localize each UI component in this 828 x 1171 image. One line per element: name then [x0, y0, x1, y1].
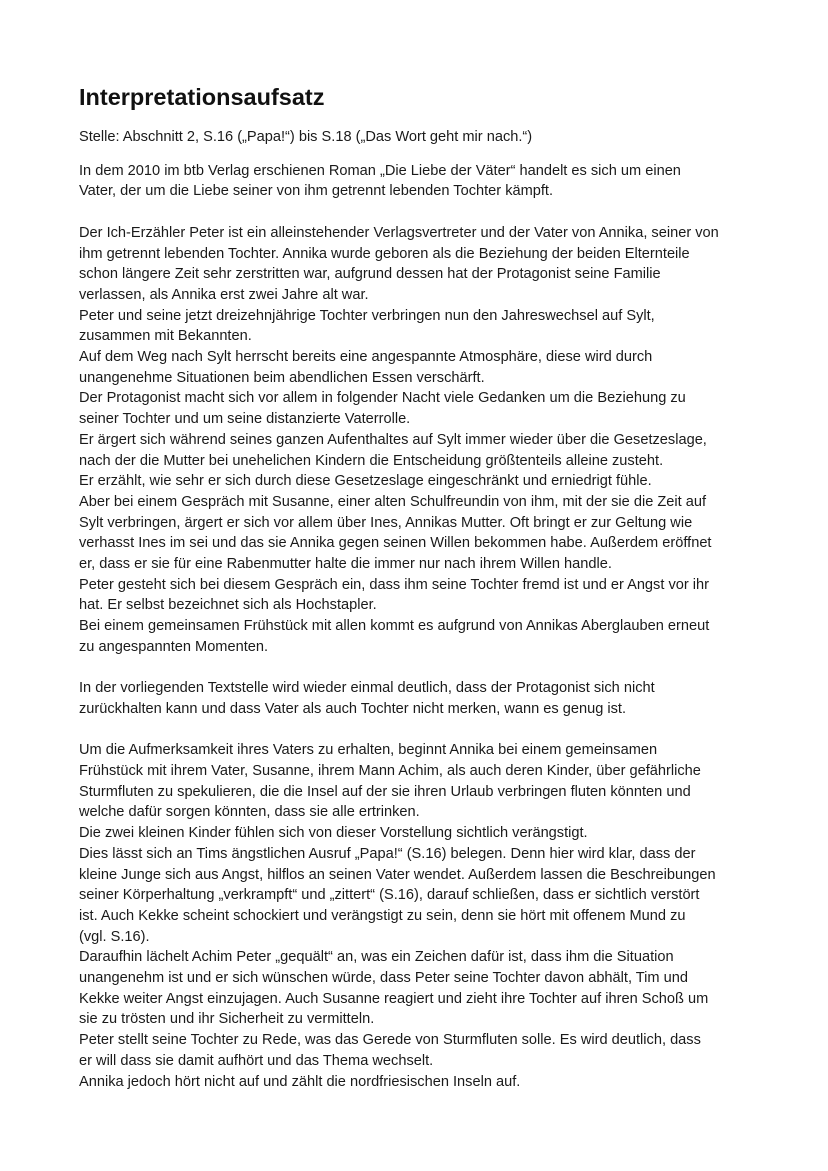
text-line: ist. Auch Kekke scheint schockiert und verängstigt zu sein, denn sie hört mit offenem Mund zu — [79, 907, 686, 924]
text-line: In dem 2010 im btb Verlag erschienen Roman „Die Liebe der Väter“ handelt es sich um einen — [79, 162, 681, 179]
text-line: Daraufhin lächelt Achim Peter „gequält“ an, was ein Zeichen dafür ist, dass ihm die Situation — [79, 949, 674, 966]
paragraph-thesis — [79, 678, 759, 719]
text-line: er will dass sie damit aufhört und das Thema wechselt. — [79, 1052, 434, 1069]
paragraph-summary — [79, 223, 759, 658]
text-line: kleine Junge sich aus Angst, hilflos an seinen Vater wendet. Außerdem lassen die Beschreibungen — [79, 866, 716, 883]
text-line: er, dass er sie für eine Rabenmutter halte die immer nur nach ihrem Willen handle. — [79, 556, 612, 573]
text-line: Peter und seine jetzt dreizehnjährige Tochter verbringen nun den Jahreswechsel auf Sylt, — [79, 307, 655, 324]
text-line: welche dafür sorgen könnten, dass sie alle ertrinken. — [79, 804, 420, 821]
paragraph-analysis — [79, 740, 759, 1092]
text-line: zu angespannten Momenten. — [79, 638, 269, 655]
text-line: verhasst Ines im sei und das sie Annika gegen seinen Willen bekommen habe. Außerdem eröffnet — [79, 535, 712, 552]
document-body — [79, 161, 759, 1093]
text-line: Sturmfluten zu spekulieren, die die Insel auf der sie ihren Urlaub verbringen fluten könnten und — [79, 783, 691, 800]
text-line: Sylt verbringen, ärgert er sich vor allem über Ines, Annikas Mutter. Oft bringt er zur Geltung wie — [79, 514, 693, 531]
text-line: Der Protagonist macht sich vor allem in folgender Nacht viele Gedanken um die Beziehung zu — [79, 390, 686, 407]
text-line: zurückhalten kann und dass Vater als auch Tochter nicht merken, wann es genug ist. — [79, 700, 627, 717]
paragraph-intro — [79, 161, 759, 202]
text-line: zusammen mit Bekannten. — [79, 328, 252, 345]
text-line: Aber bei einem Gespräch mit Susanne, einer alten Schulfreundin von ihm, mit der sie die Zeit auf — [79, 493, 707, 510]
text-line: Er erzählt, wie sehr er sich durch diese Gesetzeslage eingeschränkt und erniedrigt fühle. — [79, 473, 652, 490]
text-line: ihm getrennt lebenden Tochter. Annika wurde geboren als die Beziehung der beiden Elternteile — [79, 245, 690, 262]
text-line: Annika jedoch hört nicht auf und zählt die nordfriesischen Inseln auf. — [79, 1073, 521, 1090]
document-subtitle: Stelle: Abschnitt 2, S.16 („Papa!“) bis S.18 („Das Wort geht mir nach.“) — [79, 129, 533, 145]
text-line: Er ärgert sich während seines ganzen Aufenthaltes auf Sylt immer wieder über die Gesetzeslage, — [79, 431, 707, 448]
text-line: (vgl. S.16). — [79, 928, 150, 945]
text-line: Um die Aufmerksamkeit ihres Vaters zu erhalten, beginnt Annika bei einem gemeinsamen — [79, 742, 658, 759]
document-title: Interpretationsaufsatz — [79, 84, 325, 110]
text-line: Der Ich-Erzähler Peter ist ein alleinstehender Verlagsvertreter und der Vater von Annika, seiner von — [79, 224, 719, 241]
text-line: Peter stellt seine Tochter zu Rede, was das Gerede von Sturmfluten solle. Es wird deutlich, dass — [79, 1032, 701, 1049]
text-line: unangenehm ist und er sich wünschen würde, dass Peter seine Tochter davon abhält, Tim und — [79, 970, 688, 987]
text-line: schon längere Zeit sehr zerstritten war, aufgrund dessen hat der Protagonist seine Familie — [79, 266, 661, 283]
text-line: Dies lässt sich an Tims ängstlichen Ausruf „Papa!“ (S.16) belegen. Denn hier wird klar, dass der — [79, 845, 696, 862]
text-line: unangenehme Situationen beim abendlichen Essen verschärft. — [79, 369, 485, 386]
text-line: sie zu trösten und ihr Sicherheit zu vermitteln. — [79, 1011, 375, 1028]
text-line: Auf dem Weg nach Sylt herrscht bereits eine angespannte Atmosphäre, diese wird durch — [79, 349, 653, 366]
text-line: seiner Tochter und um seine distanzierte Vaterrolle. — [79, 411, 411, 428]
text-line: Frühstück mit ihrem Vater, Susanne, ihrem Mann Achim, als auch deren Kinder, über gefährliche — [79, 763, 701, 780]
text-line: Die zwei kleinen Kinder fühlen sich von dieser Vorstellung sichtlich verängstigt. — [79, 825, 588, 842]
text-line: Kekke weiter Angst einzujagen. Auch Susanne reagiert und zieht ihre Tochter auf ihren Schoß um — [79, 990, 709, 1007]
text-line: hat. Er selbst bezeichnet sich als Hochstapler. — [79, 597, 377, 614]
text-line: Peter gesteht sich bei diesem Gespräch ein, dass ihm seine Tochter fremd ist und er Angst vor ihr — [79, 576, 710, 593]
text-line: seiner Körperhaltung „verkrampft“ und „zittert“ (S.16), darauf schließen, dass er sichtlich verstört — [79, 887, 700, 904]
text-line: Vater, der um die Liebe seiner von ihm getrennt lebenden Tochter kämpft. — [79, 183, 554, 200]
text-line: In der vorliegenden Textstelle wird wieder einmal deutlich, dass der Protagonist sich nicht — [79, 680, 655, 697]
text-line: Bei einem gemeinsamen Frühstück mit allen kommt es aufgrund von Annikas Aberglauben erneut — [79, 618, 710, 635]
document-page — [79, 82, 759, 1113]
text-line: verlassen, als Annika erst zwei Jahre alt war. — [79, 286, 369, 303]
text-line: nach der die Mutter bei unehelichen Kindern die Entscheidung größtenteils alleine zusteht. — [79, 452, 664, 469]
